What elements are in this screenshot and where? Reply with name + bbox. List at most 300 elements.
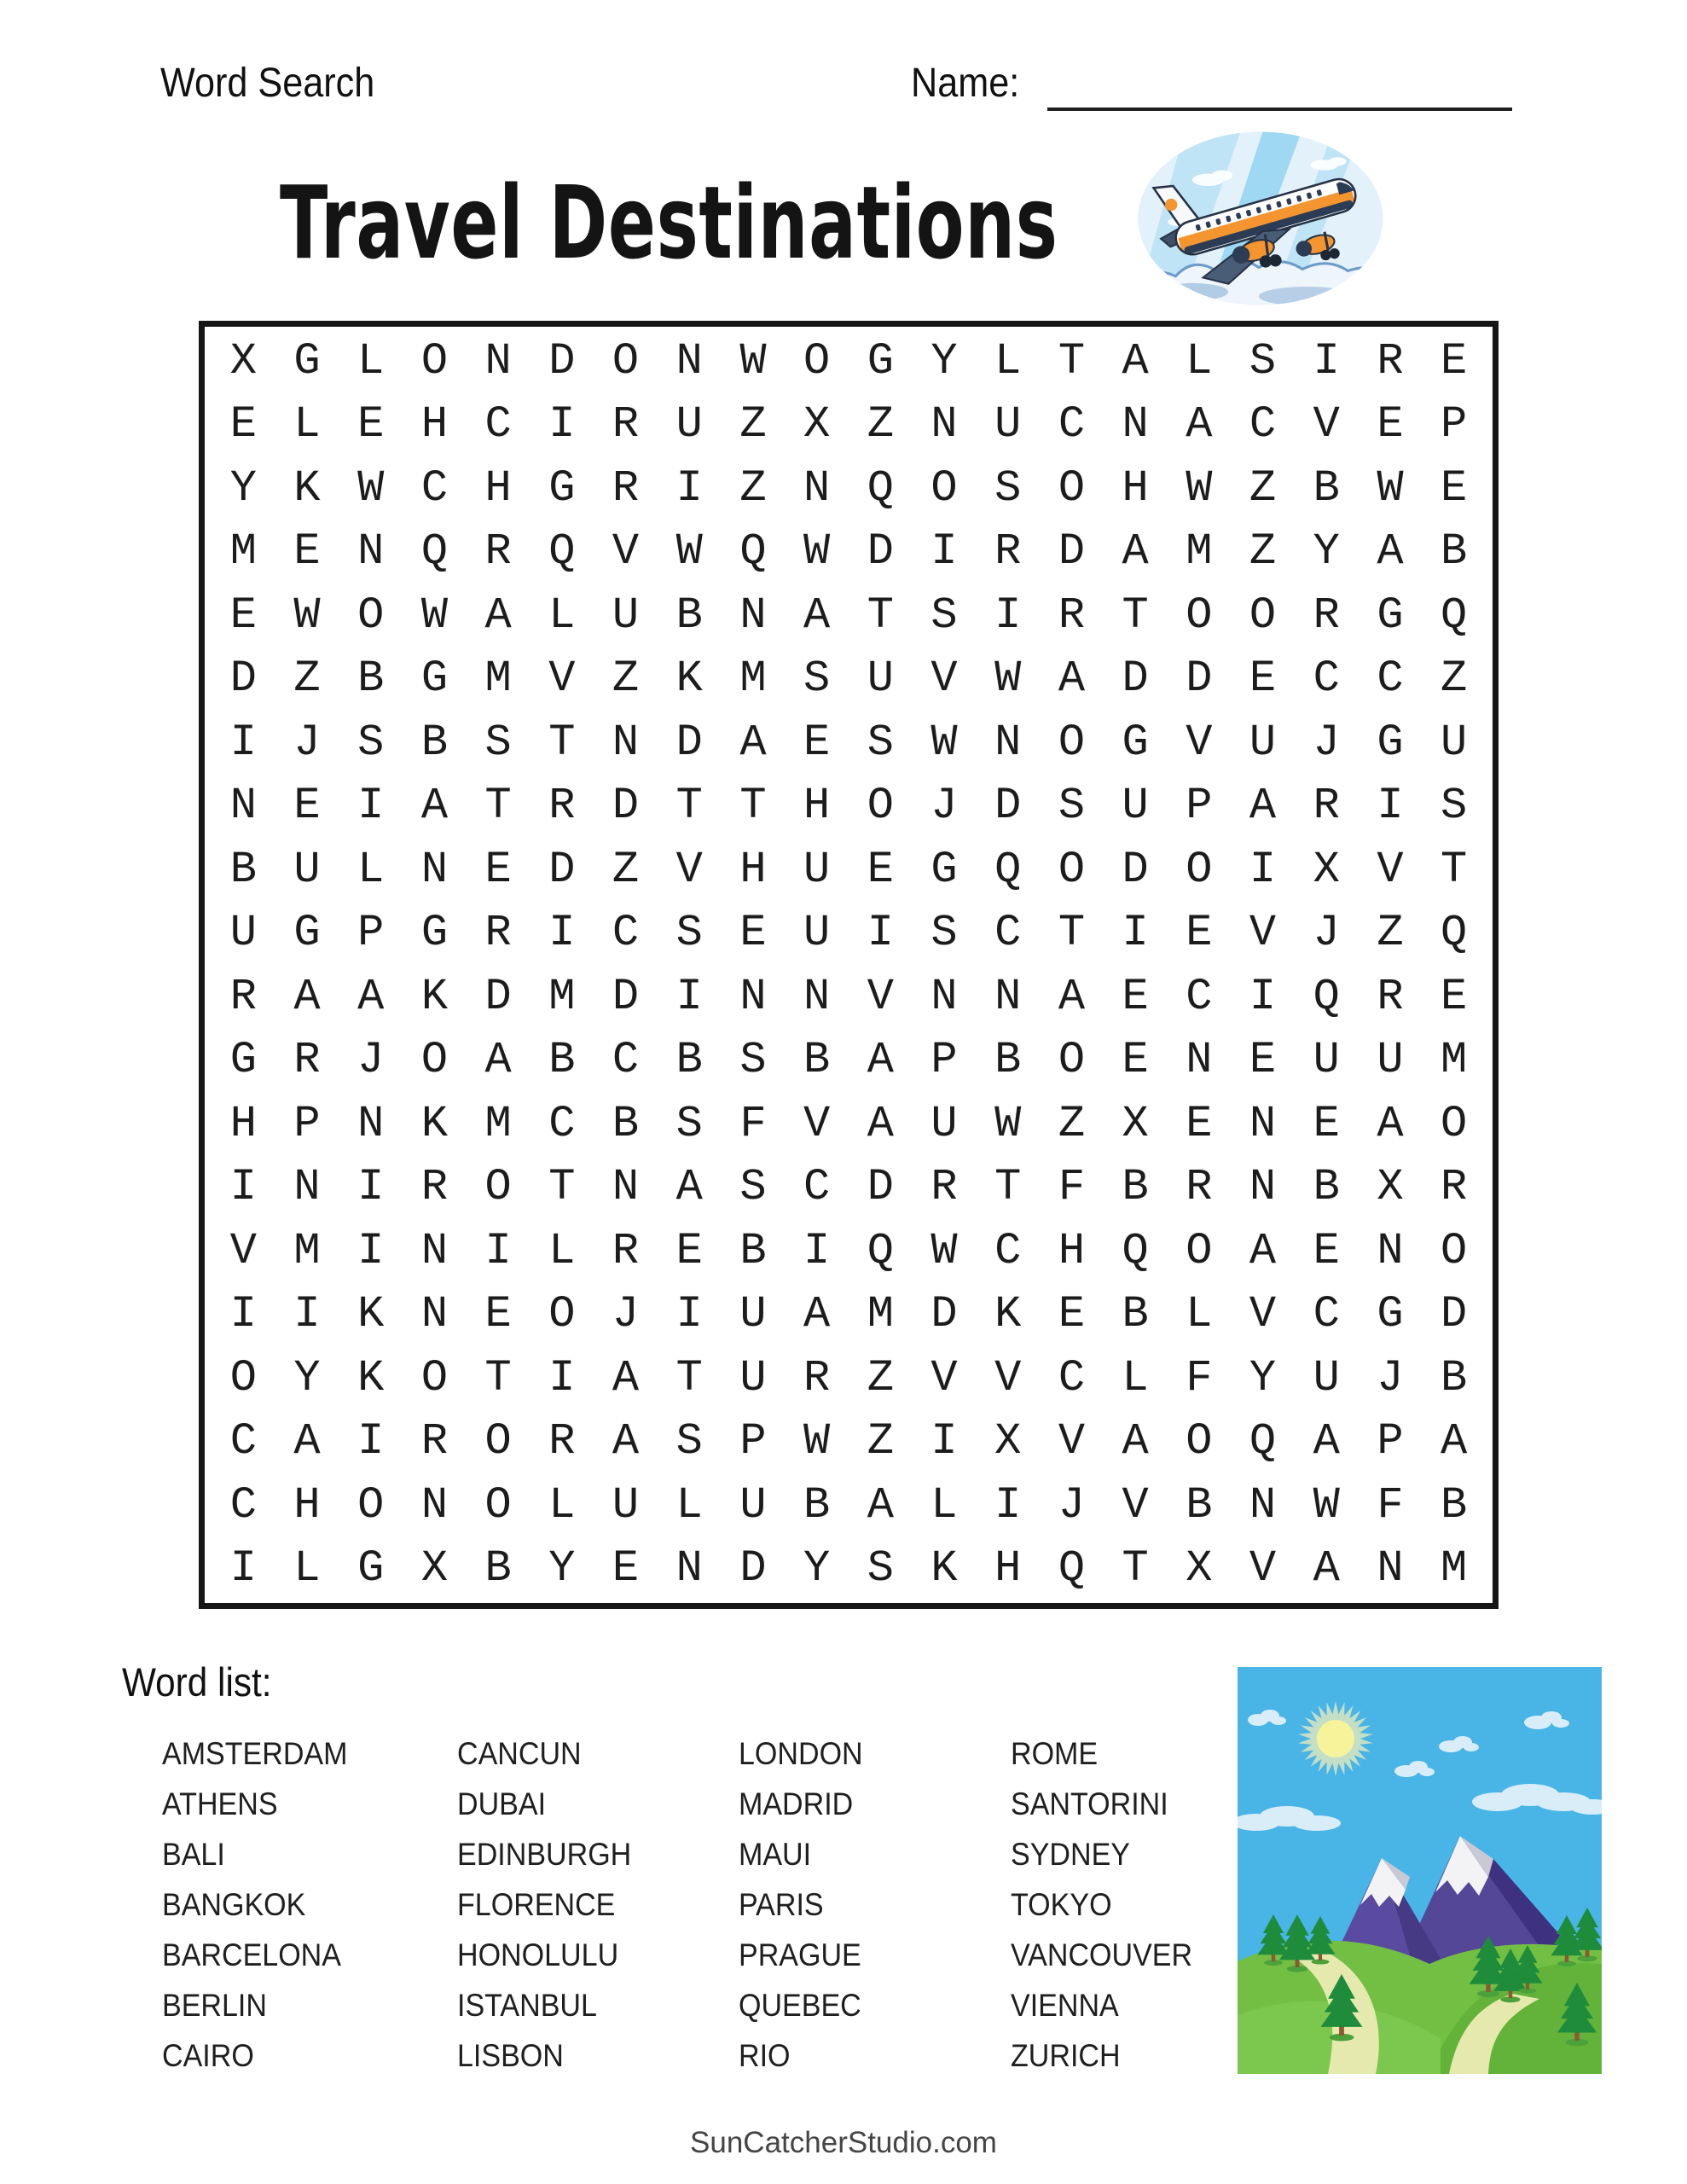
grid-cell: R [1377,971,1404,1022]
grid-cell: U [739,1352,767,1403]
grid-cell: Z [612,653,640,705]
grid-cell: N [612,1162,640,1213]
grid-cell: D [548,844,576,895]
grid-cell: E [612,1543,640,1594]
grid-cell: R [612,1225,640,1276]
grid-cell: N [675,335,703,386]
puzzle-title: Travel Destinations [280,164,1058,282]
grid-cell: B [1441,526,1468,578]
grid-cell: P [930,1035,958,1086]
grid-cell: R [612,399,640,450]
grid-cell: A [1313,1543,1340,1594]
grid-cell: M [548,971,576,1022]
grid-cell: C [994,908,1022,959]
grid-cell: N [612,717,640,768]
grid-cell: B [1441,1352,1468,1403]
grid-cell: H [1058,1225,1086,1276]
grid-cell: I [548,399,576,450]
grid-cell: F [1377,1479,1404,1531]
grid-cell: Y [293,1352,321,1403]
grid-cell: N [229,781,257,832]
grid-cell: V [1377,844,1404,895]
grid-cell: G [420,653,449,705]
grid-cell: P [1441,399,1468,450]
grid-cell: V [803,1098,831,1149]
grid-cell: O [1186,1416,1213,1467]
grid-cell: O [357,1479,385,1531]
grid-cell: T [484,781,512,832]
grid-cell: A [1441,1416,1468,1467]
grid-cell: W [994,1098,1022,1149]
grid-cell: E [484,1289,512,1340]
word-list-item: BALI [162,1837,225,1872]
grid-cell: A [1186,399,1213,450]
grid-cell: R [484,908,512,959]
grid-cell: O [1441,1098,1468,1149]
grid-cell: A [1249,1225,1277,1276]
grid-cell: I [357,1225,385,1276]
grid-cell: V [1249,908,1277,959]
grid-cell: Y [229,462,257,514]
grid-cell: O [803,335,831,386]
grid-cell: E [293,781,321,832]
grid-cell: K [420,971,449,1022]
grid-cell: R [293,1035,321,1086]
grid-cell: I [867,908,894,959]
grid-cell: T [1058,908,1086,959]
grid-cell: T [675,781,703,832]
word-list-item: BARCELONA [162,1937,341,1972]
grid-cell: E [1186,1098,1213,1149]
word-search-grid [199,321,1499,1609]
grid-cell: L [930,1479,958,1531]
grid-cell: K [357,1289,385,1340]
grid-cell: O [1186,590,1213,641]
grid-cell: I [357,1162,385,1213]
word-list-item: ATHENS [162,1786,278,1821]
grid-cell: N [675,1543,703,1594]
grid-cell: B [675,1035,703,1086]
grid-cell: M [1186,526,1213,578]
grid-cell: V [1122,1479,1149,1531]
grid-cell: C [803,1162,831,1213]
grid-cell: B [994,1035,1022,1086]
grid-cell: J [612,1289,640,1340]
grid-cell: N [803,971,831,1022]
grid-cell: J [357,1035,385,1086]
grid-cell: J [1313,717,1340,768]
grid-cell: N [420,1289,449,1340]
grid-cell: O [1186,844,1213,895]
word-list-item: ROME [1011,1736,1099,1771]
grid-cell: Z [293,653,321,705]
grid-cell: N [930,399,958,450]
grid-cell: G [548,462,576,514]
grid-cell: G [867,335,894,386]
grid-cell: I [293,1289,321,1340]
grid-cell: Q [867,1225,894,1276]
grid-cell: Z [1249,462,1277,514]
grid-cell: T [548,1162,576,1213]
grid-cell: V [867,971,894,1022]
grid-cell: O [420,335,449,386]
grid-cell: V [1313,399,1340,450]
grid-cell: N [1249,1162,1277,1213]
grid-cell: A [612,1352,640,1403]
grid-cell: I [994,590,1022,641]
grid-cell: C [229,1416,257,1467]
grid-cell: N [930,971,958,1022]
grid-cell: N [1377,1543,1404,1594]
grid-cell: O [484,1479,512,1531]
grid-cell: C [1058,399,1086,450]
grid-cell: B [1186,1479,1213,1531]
grid-cell: S [867,717,894,768]
grid-cell: Z [867,399,894,450]
grid-cell: C [420,462,449,514]
grid-cell: A [1058,653,1086,705]
grid-cell: U [612,1479,640,1531]
grid-cell: E [1249,1035,1277,1086]
grid-cell: G [420,908,449,959]
grid-cell: A [675,1162,703,1213]
grid-cell: T [739,781,767,832]
grid-cell: A [1058,971,1086,1022]
grid-cell: Q [994,844,1022,895]
grid-cell: U [1122,781,1149,832]
grid-cell: P [739,1416,767,1467]
word-list-item: TOKYO [1011,1887,1112,1922]
grid-cell: L [548,590,576,641]
page-kicker: Word Search [160,61,375,106]
grid-cell: B [803,1035,831,1086]
grid-cell: C [1186,971,1213,1022]
grid-cell: C [548,1098,576,1149]
grid-cell: C [612,1035,640,1086]
grid-cell: Y [1313,526,1340,578]
grid-cell: V [930,653,958,705]
word-list-item: PRAGUE [739,1937,861,1972]
grid-cell: H [293,1479,321,1531]
grid-cell: V [229,1225,257,1276]
grid-cell: U [867,653,894,705]
grid-cell: Y [803,1543,831,1594]
grid-cell: N [357,1098,385,1149]
grid-cell: H [484,462,512,514]
word-list-item: RIO [739,2038,791,2073]
grid-cell: C [1313,1289,1340,1340]
grid-cell: U [229,908,257,959]
grid-cell: I [484,1225,512,1276]
grid-cell: E [1122,971,1149,1022]
grid-cell: I [1122,908,1149,959]
word-list-column [739,1728,873,2081]
grid-cell: Q [1122,1225,1149,1276]
grid-cell: O [1441,1225,1468,1276]
grid-cell: W [803,526,831,578]
grid-cell: G [293,335,321,386]
grid-cell: W [739,335,767,386]
grid-cell: V [548,653,576,705]
grid-cell: U [739,1479,767,1531]
grid-cell: U [1377,1035,1404,1086]
grid-cell: W [293,590,321,641]
grid-cell: J [1313,908,1340,959]
grid-cell: O [1186,1225,1213,1276]
grid-cell: G [1122,717,1149,768]
grid-cell: Z [867,1416,894,1467]
grid-cell: J [293,717,321,768]
grid-cell: W [1377,462,1404,514]
grid-cell: O [930,462,958,514]
grid-cell: A [1249,781,1277,832]
grid-cell: X [1186,1543,1213,1594]
grid-cell: A [293,1416,321,1467]
grid-cell: E [803,717,831,768]
word-list-item: CAIRO [162,2038,254,2073]
grid-cell: S [357,717,385,768]
grid-cell: A [1377,526,1404,578]
grid-cell: P [293,1098,321,1149]
grid-cell: F [739,1098,767,1149]
airplane-illustration [1128,125,1399,312]
grid-cell: M [1441,1035,1468,1086]
grid-cell: S [675,1098,703,1149]
grid-cell: G [1377,590,1404,641]
grid-cell: D [484,971,512,1022]
grid-cell: C [994,1225,1022,1276]
grid-cell: U [675,399,703,450]
grid-cell: E [293,526,321,578]
grid-cell: A [1122,1416,1149,1467]
grid-cell: I [675,1289,703,1340]
grid-cell: M [484,1098,512,1149]
grid-cell: C [1313,653,1340,705]
grid-cell: R [420,1162,449,1213]
grid-cell: A [739,717,767,768]
grid-cell: W [803,1416,831,1467]
grid-cell: G [930,844,958,895]
grid-cell: O [1058,717,1086,768]
grid-cell: X [994,1416,1022,1467]
grid-cell: M [293,1225,321,1276]
grid-cell: D [1122,653,1149,705]
grid-cell: U [994,399,1022,450]
grid-cell: U [612,590,640,641]
grid-cell: S [867,1543,894,1594]
grid-cell: C [612,908,640,959]
grid-cell: D [1058,526,1086,578]
word-list-item: PARIS [739,1887,824,1922]
grid-cell: F [1058,1162,1086,1213]
grid-cell: M [484,653,512,705]
grid-cell: D [675,717,703,768]
grid-cell: I [930,1416,958,1467]
word-list-item: LONDON [739,1736,863,1771]
grid-cell: D [739,1543,767,1594]
footer-credit: SunCatcherStudio.com [690,2126,997,2159]
grid-cell: V [675,844,703,895]
grid-cell: N [1377,1225,1404,1276]
word-list-item: BERLIN [162,1988,267,2023]
word-list-label: Word list: [122,1659,272,1705]
grid-cell: N [1249,1479,1277,1531]
grid-cell: R [1313,590,1340,641]
grid-cell: D [548,335,576,386]
grid-cell: I [548,908,576,959]
grid-cell: I [357,781,385,832]
grid-cell: W [930,1225,958,1276]
grid-cell: A [1122,335,1149,386]
grid-cell: D [229,653,257,705]
grid-cell: T [1122,590,1149,641]
sun-icon [1317,1720,1354,1757]
grid-cell: A [867,1479,894,1531]
grid-cell: N [293,1162,321,1213]
grid-cell: E [1122,1035,1149,1086]
grid-cell: G [229,1035,257,1086]
grid-cell: T [484,1352,512,1403]
grid-cell: S [1441,781,1468,832]
word-list-column [162,1728,363,2081]
grid-cell: Z [867,1352,894,1403]
grid-cell: U [293,844,321,895]
grid-cell: U [1313,1035,1340,1086]
grid-cell: U [739,1289,767,1340]
grid-cell: E [1441,971,1468,1022]
grid-cell: R [548,1416,576,1467]
grid-cell: M [739,653,767,705]
grid-cell: P [357,908,385,959]
grid-cell: B [548,1035,576,1086]
grid-cell: S [675,1416,703,1467]
grid-cell: X [229,335,257,386]
grid-cell: U [1441,717,1468,768]
grid-cell: Q [1313,971,1340,1022]
grid-cell: N [420,1225,449,1276]
grid-cell: E [1058,1289,1086,1340]
grid-cell: R [1313,781,1340,832]
grid-cell: T [1122,1543,1149,1594]
grid-cell: L [548,1225,576,1276]
grid-cell: D [612,971,640,1022]
word-list-item: BANGKOK [162,1887,306,1922]
grid-cell: T [1058,335,1086,386]
grid-cell: I [229,1162,257,1213]
grid-cell: B [1122,1289,1149,1340]
grid-cell: O [1249,590,1277,641]
grid-cell: O [420,1352,449,1403]
grid-cell: A [420,781,449,832]
word-list-column [457,1728,646,2081]
grid-cell: R [612,462,640,514]
grid-cell: W [1186,462,1213,514]
grid-cell: I [548,1352,576,1403]
grid-cell: J [1058,1479,1086,1531]
grid-cell: P [1186,781,1213,832]
grid-cell: G [357,1543,385,1594]
word-list-item: VANCOUVER [1011,1937,1193,1972]
grid-cell: S [1058,781,1086,832]
grid-cell: B [420,717,449,768]
grid-cell: Q [1249,1416,1277,1467]
grid-cell: N [739,590,767,641]
grid-cell: X [1313,844,1340,895]
grid-cell: D [1186,653,1213,705]
grid-cell: W [930,717,958,768]
grid-cell: B [675,590,703,641]
grid-cell: C [484,399,512,450]
word-list-item: MAUI [739,1837,812,1872]
word-list-item: HONOLULU [457,1937,619,1972]
word-list-item: QUEBEC [739,1988,861,2023]
word-list-item: LISBON [457,2038,564,2073]
grid-cell: A [803,590,831,641]
grid-cell: S [1249,335,1277,386]
grid-cell: V [1249,1289,1277,1340]
grid-cell: A [612,1416,640,1467]
grid-cell: S [484,717,512,768]
grid-cell: L [293,399,321,450]
grid-cell: H [803,781,831,832]
grid-cell: E [867,844,894,895]
name-label: Name: [911,61,1020,106]
grid-cell: E [484,844,512,895]
grid-cell: R [1058,590,1086,641]
grid-cell: I [357,1416,385,1467]
grid-cell: O [548,1289,576,1340]
grid-cell: O [1058,844,1086,895]
grid-cell: I [675,462,703,514]
grid-cell: K [675,653,703,705]
grid-cell: H [420,399,449,450]
grid-cell: L [675,1479,703,1531]
grid-cell: P [1377,1416,1404,1467]
grid-cell: E [1249,653,1277,705]
grid-cell: O [484,1416,512,1467]
grid-cell: A [357,971,385,1022]
grid-cell: T [675,1352,703,1403]
grid-cell: I [1249,844,1277,895]
grid-cell: Q [739,526,767,578]
grid-cell: R [484,526,512,578]
grid-cell: O [484,1162,512,1213]
grid-cell: O [1058,1035,1086,1086]
grid-cell: R [1441,1162,1468,1213]
grid-cell: A [1377,1098,1404,1149]
grid-cell: Z [739,462,767,514]
grid-cell: R [803,1352,831,1403]
grid-cell: K [420,1098,449,1149]
grid-cell: N [1186,1035,1213,1086]
grid-cell: H [229,1098,257,1149]
grid-cell: D [994,781,1022,832]
grid-cell: N [484,335,512,386]
grid-cell: H [1122,462,1149,514]
word-list-item: EDINBURGH [457,1837,632,1872]
grid-cell: K [994,1289,1022,1340]
grid-cell: A [803,1289,831,1340]
grid-cell: B [739,1225,767,1276]
grid-cell: I [1313,335,1340,386]
grid-cell: B [1441,1479,1468,1531]
grid-cell: Z [739,399,767,450]
grid-cell: I [229,1543,257,1594]
grid-cell: N [1249,1098,1277,1149]
grid-cell: S [675,908,703,959]
grid-cell: Z [1377,908,1404,959]
grid-cell: E [739,908,767,959]
